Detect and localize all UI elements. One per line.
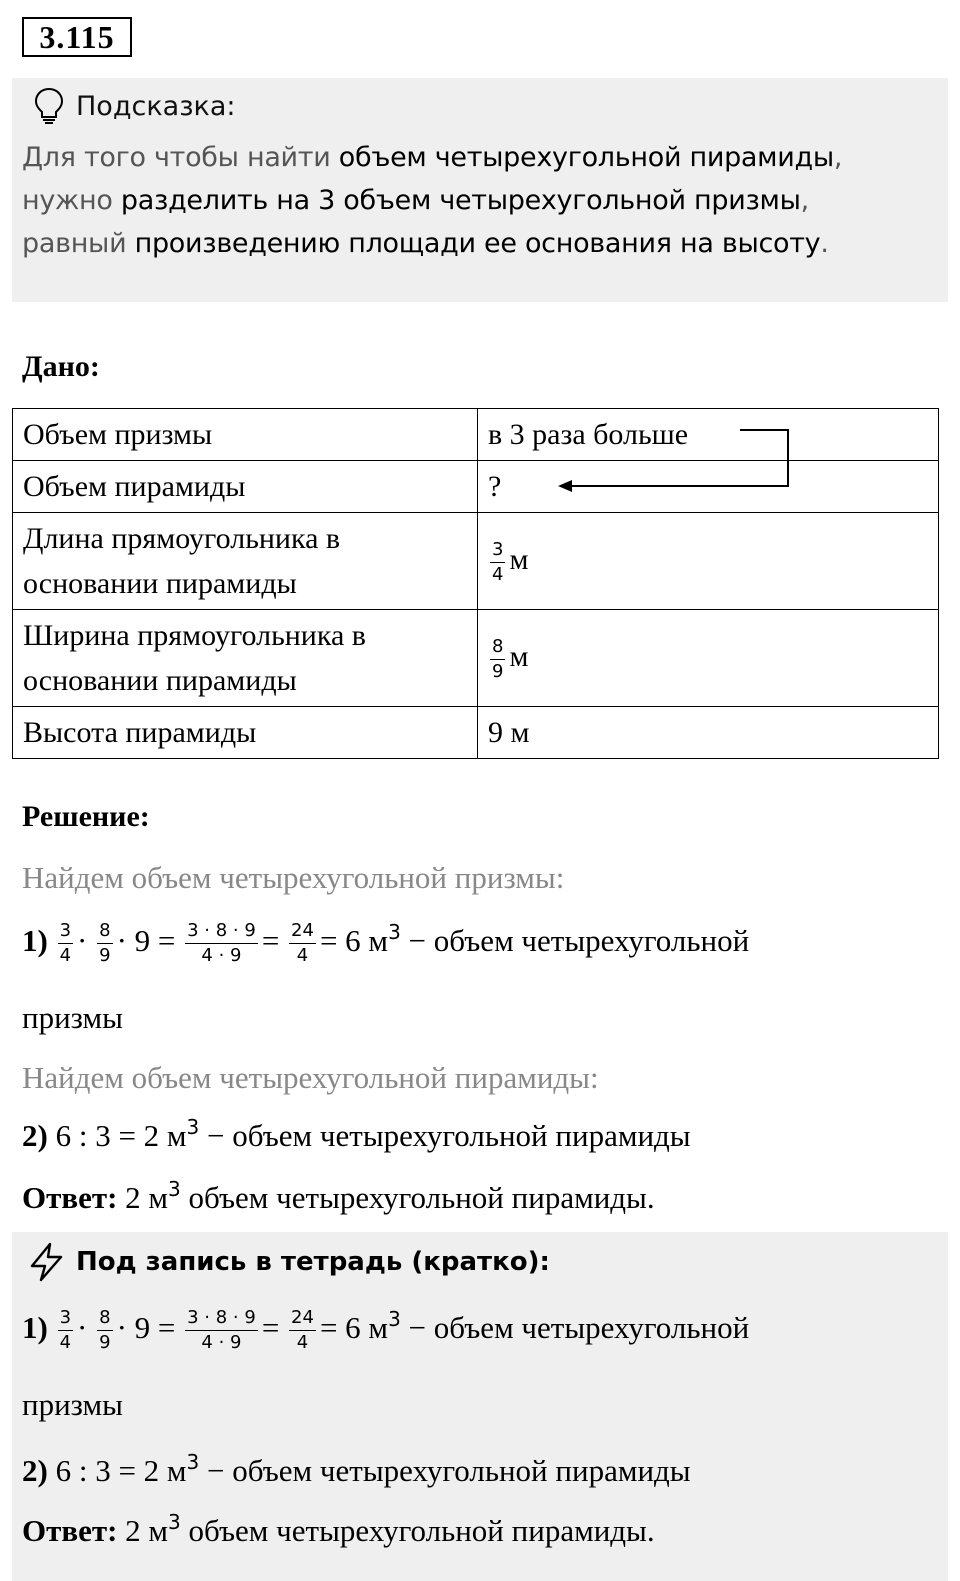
- denominator: 4: [296, 945, 309, 967]
- denominator: 4: [296, 1332, 309, 1354]
- given-value: [478, 610, 939, 707]
- expression: 6 : 3 = 2 м: [55, 1118, 187, 1153]
- given-value: 9 м: [478, 707, 939, 759]
- short-step2-line: [22, 1450, 691, 1489]
- numerator: 3: [490, 540, 505, 563]
- step2-line: [22, 1115, 691, 1154]
- unit: м: [509, 543, 529, 577]
- description: − объем четырехугольной пирамиды: [207, 1118, 691, 1153]
- operator: ·: [77, 1310, 88, 1345]
- power: 3: [388, 1307, 401, 1331]
- fraction: [185, 1308, 258, 1353]
- power: 3: [168, 1177, 181, 1201]
- short-step1-line: [22, 1307, 749, 1353]
- given-label: Объем призмы: [13, 409, 478, 461]
- answer-line: [22, 1177, 655, 1216]
- hint-plain: ,: [833, 142, 843, 173]
- comparison-arrow-icon: [550, 420, 800, 500]
- operator: =: [261, 1310, 280, 1345]
- given-label: Ширина прямоугольника в основании пирамиды: [13, 610, 478, 707]
- short-step1-desc-cont: призмы: [22, 1387, 123, 1422]
- hint-plain: .: [820, 228, 829, 259]
- result: = 6 м: [319, 1310, 389, 1345]
- solution-title: Решение:: [22, 800, 150, 833]
- step-label: 2): [22, 1118, 48, 1153]
- table-row: [13, 513, 939, 610]
- step1-intro: Найдем объем четырехугольной призмы:: [22, 860, 565, 895]
- step1-line: [22, 920, 749, 966]
- short-answer-line: [22, 1510, 655, 1549]
- lightning-icon: [28, 1242, 66, 1282]
- given-title: Дано:: [22, 350, 100, 383]
- denominator: 4: [59, 945, 72, 967]
- fraction: [58, 1308, 73, 1353]
- hint-bold: произведению площади ее основания на высоту: [134, 228, 821, 259]
- table-row: [13, 707, 939, 759]
- description: − объем четырехугольной пирамиды: [207, 1453, 691, 1488]
- denominator: 9: [99, 1332, 111, 1354]
- given-value: [478, 513, 939, 610]
- hint-title-text: Подсказка:: [76, 90, 236, 122]
- fraction: [185, 921, 258, 966]
- table-row: [13, 610, 939, 707]
- unit: м: [509, 640, 529, 674]
- given-value: в 3 раза больше: [478, 409, 939, 461]
- denominator: 4: [59, 1332, 72, 1354]
- hint-title: [34, 86, 236, 126]
- numerator: 3: [58, 1308, 73, 1331]
- fraction: [490, 540, 505, 585]
- power: 3: [186, 1115, 200, 1139]
- short-title-text: Под запись в тетрадь (кратко):: [76, 1247, 550, 1277]
- given-label: Объем пирамиды: [13, 461, 478, 513]
- step1-desc-cont: призмы: [22, 1000, 123, 1035]
- hint-box: [12, 78, 948, 302]
- denominator: 4: [492, 563, 504, 585]
- fraction: [97, 1308, 112, 1353]
- denominator: 9: [492, 660, 504, 682]
- numerator: 8: [97, 921, 112, 944]
- numerator: 3: [58, 921, 73, 944]
- fraction: [58, 921, 73, 966]
- hint-plain: Для того чтобы найти: [22, 142, 339, 173]
- hint-plain: нужно: [22, 185, 121, 216]
- power: 3: [186, 1450, 200, 1474]
- hint-text: [22, 136, 937, 265]
- expression: 6 : 3 = 2 м: [55, 1453, 187, 1488]
- task-number: 3.115: [22, 17, 132, 57]
- hint-plain: ,: [800, 185, 809, 216]
- fraction: [289, 921, 316, 966]
- description: − объем четырехугольной: [408, 1310, 750, 1345]
- expression-part: · 9 =: [116, 923, 176, 958]
- power: 3: [168, 1510, 181, 1534]
- numerator: 8: [490, 637, 505, 660]
- power: 3: [388, 920, 401, 944]
- denominator: 9: [99, 945, 111, 967]
- fraction: [97, 921, 112, 966]
- answer-label: Ответ:: [22, 1513, 118, 1548]
- operator: ·: [77, 923, 88, 958]
- operator: =: [261, 923, 280, 958]
- denominator: 4 · 9: [201, 1332, 242, 1354]
- answer-value: 2 м: [125, 1180, 169, 1215]
- given-value: ?: [478, 461, 939, 513]
- step-label: 1): [22, 923, 48, 958]
- numerator: 3 · 8 · 9: [185, 1308, 258, 1331]
- expression-part: · 9 =: [116, 1310, 176, 1345]
- answer-description: объем четырехугольной пирамиды.: [188, 1180, 655, 1215]
- numerator: 24: [289, 1308, 316, 1331]
- denominator: 4 · 9: [201, 945, 242, 967]
- step2-intro: Найдем объем четырехугольной пирамиды:: [22, 1060, 599, 1095]
- result: = 6 м: [319, 923, 389, 958]
- step-label: 2): [22, 1453, 48, 1488]
- hint-bold: разделить на 3 объем четырехугольной призмы: [120, 185, 801, 216]
- description: − объем четырехугольной: [408, 923, 750, 958]
- step-label: 1): [22, 1310, 48, 1345]
- hint-bold: объем четырехугольной пирамиды: [338, 142, 834, 173]
- short-title: [28, 1240, 550, 1284]
- numerator: 3 · 8 · 9: [185, 921, 258, 944]
- lightbulb-icon: [34, 87, 64, 125]
- numerator: 24: [289, 921, 316, 944]
- given-label: Длина прямоугольника в основании пирамиды: [13, 513, 478, 610]
- answer-value: 2 м: [125, 1513, 169, 1548]
- given-label: Высота пирамиды: [13, 707, 478, 759]
- numerator: 8: [97, 1308, 112, 1331]
- answer-description: объем четырехугольной пирамиды.: [188, 1513, 655, 1548]
- fraction: [289, 1308, 316, 1353]
- fraction: [490, 637, 505, 682]
- hint-plain: равный: [22, 228, 135, 259]
- answer-label: Ответ:: [22, 1180, 118, 1215]
